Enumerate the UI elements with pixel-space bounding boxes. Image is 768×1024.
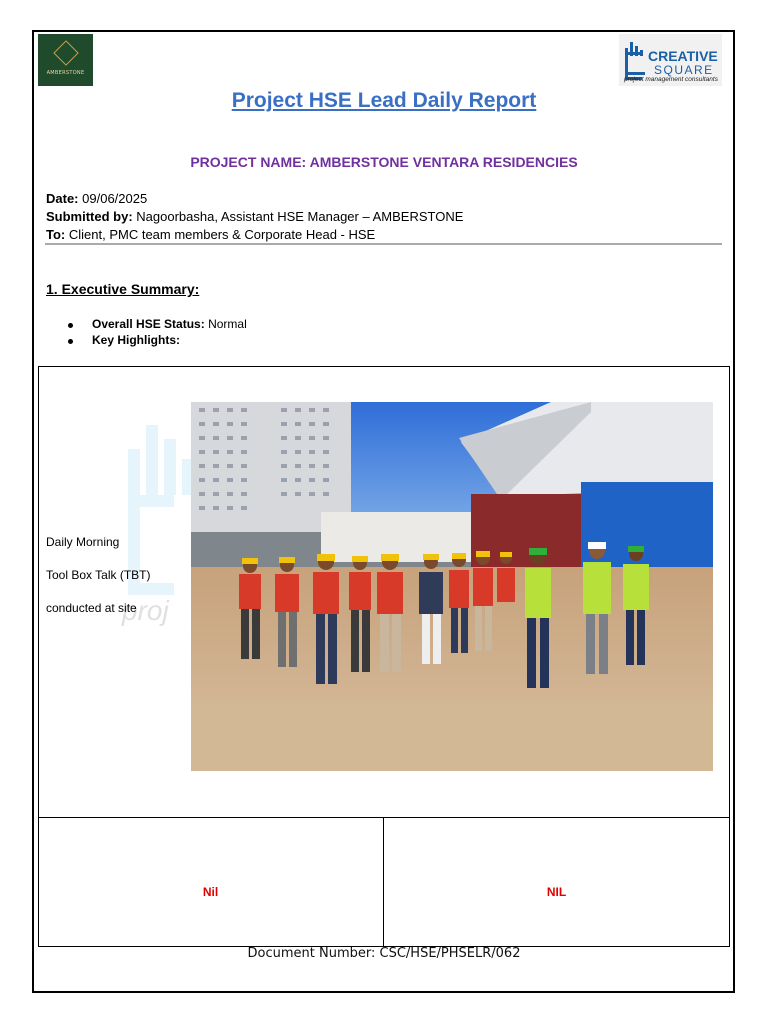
bullet-dot-icon: [68, 323, 73, 328]
toolbox-talk-photo-illustration: [191, 402, 713, 771]
report-title: Project HSE Lead Daily Report: [231, 89, 537, 112]
amberstone-logo: [38, 34, 93, 86]
to-value: Client, PMC team members & Corporate Head - HSE: [68, 227, 376, 242]
bullet-dot-icon: [68, 339, 73, 344]
executive-summary-heading: 1. Executive Summary:: [46, 281, 200, 297]
to-label: To:: [46, 227, 66, 242]
submitted-label: Submitted by:: [46, 209, 133, 224]
date-value: 09/06/2025: [82, 191, 148, 206]
table-column-divider: [383, 817, 384, 947]
project-name: PROJECT NAME: AMBERSTONE VENTARA RESIDENCIES: [190, 154, 578, 170]
creative-square-watermark: [122, 395, 198, 635]
caption-line-1: Daily Morning: [46, 535, 120, 549]
date-label: Date:: [46, 191, 79, 206]
cell-right-value: NIL: [546, 885, 567, 899]
table-row-divider: [38, 817, 730, 818]
caption-line-3: conducted at site: [46, 601, 137, 615]
header-divider: [45, 243, 722, 245]
status-value: Normal: [208, 317, 247, 331]
watermark-text: proj: [122, 595, 169, 626]
creative-square-word1: CREATIVE: [648, 48, 718, 64]
highlights-label: Key Highlights:: [92, 333, 181, 347]
toolbox-talk-photo: [191, 402, 713, 771]
creative-square-tagline: project management consultants: [624, 76, 718, 83]
caption-line-2: Tool Box Talk (TBT): [46, 568, 151, 582]
submitted-value: Nagoorbasha, Assistant HSE Manager – AMBERSTONE: [136, 209, 464, 224]
document-number: Document Number: CSC/HSE/PHSELR/062: [247, 946, 521, 961]
submitted-line: [46, 209, 463, 225]
creative-square-logo: [619, 34, 722, 86]
creative-square-word2: SQUARE: [654, 63, 714, 77]
amberstone-logo-text: AMBERSTONE: [46, 70, 85, 76]
date-line: [46, 191, 147, 207]
to-line: [46, 227, 375, 243]
status-label: Overall HSE Status:: [92, 317, 205, 331]
cell-left-value: Nil: [202, 885, 219, 899]
amberstone-emblem-icon: [53, 40, 78, 65]
